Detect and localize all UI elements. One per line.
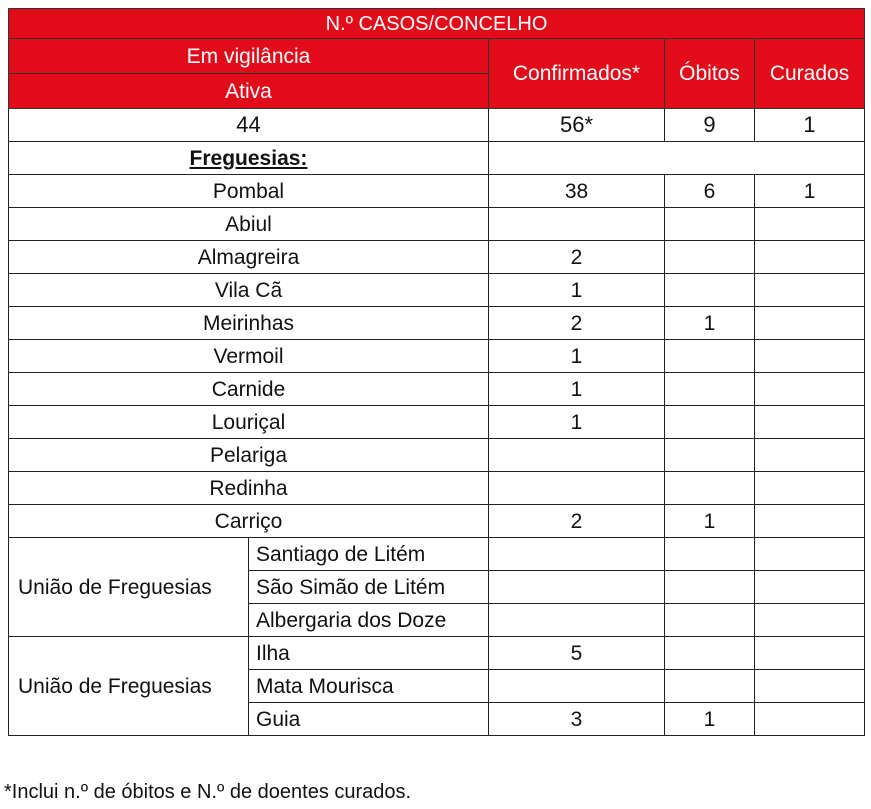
uniao-freguesia-name: Albergaria dos Doze (249, 604, 489, 637)
freguesia-name: Louriçal (9, 406, 489, 439)
confirmados-cell (489, 571, 665, 604)
uniao-freguesia-name: Mata Mourisca (249, 670, 489, 703)
table-row (9, 637, 865, 670)
table-row (9, 472, 865, 505)
freguesia-name: Carnide (9, 373, 489, 406)
uniao-freguesia-name: Santiago de Litém (249, 538, 489, 571)
header-vigilancia-line1: Em vigilância (9, 39, 489, 74)
confirmados-cell (489, 538, 665, 571)
freguesias-label-cell (9, 142, 489, 175)
curados-cell (755, 472, 865, 505)
confirmados-cell (489, 439, 665, 472)
curados-cell (755, 373, 865, 406)
curados-cell (755, 637, 865, 670)
obitos-cell (665, 604, 755, 637)
curados-cell (755, 208, 865, 241)
header-obitos: Óbitos (665, 39, 755, 109)
curados-cell (755, 307, 865, 340)
header-vigilancia-line2: Ativa (9, 74, 489, 109)
total-vigilancia: 44 (9, 109, 489, 142)
table-row (9, 406, 865, 439)
table-row (9, 439, 865, 472)
header-row-1 (9, 39, 865, 74)
table-row (9, 538, 865, 571)
curados-cell (755, 406, 865, 439)
freguesia-name: Pelariga (9, 439, 489, 472)
curados-cell (755, 274, 865, 307)
obitos-cell (665, 472, 755, 505)
freguesia-name: Meirinhas (9, 307, 489, 340)
obitos-cell (665, 637, 755, 670)
table-row (9, 373, 865, 406)
table-row (9, 307, 865, 340)
curados-cell (755, 439, 865, 472)
obitos-cell: 1 (665, 505, 755, 538)
confirmados-cell: 1 (489, 340, 665, 373)
freguesias-label-blank (489, 142, 865, 175)
title-row (9, 9, 865, 39)
obitos-cell (665, 241, 755, 274)
freguesia-name: Pombal (9, 175, 489, 208)
obitos-cell (665, 208, 755, 241)
freguesias-label-row (9, 142, 865, 175)
obitos-cell (665, 274, 755, 307)
confirmados-cell: 1 (489, 274, 665, 307)
obitos-cell (665, 670, 755, 703)
unioes-body (9, 538, 865, 736)
curados-cell (755, 670, 865, 703)
confirmados-cell: 2 (489, 505, 665, 538)
freguesia-name: Vermoil (9, 340, 489, 373)
table-row (9, 505, 865, 538)
curados-cell (755, 571, 865, 604)
table-row (9, 175, 865, 208)
curados-cell (755, 703, 865, 736)
uniao-label: União de Freguesias (9, 538, 249, 637)
confirmados-cell: 5 (489, 637, 665, 670)
curados-cell (755, 604, 865, 637)
obitos-cell (665, 406, 755, 439)
confirmados-cell: 3 (489, 703, 665, 736)
total-confirmados: 56* (489, 109, 665, 142)
curados-cell (755, 505, 865, 538)
obitos-cell: 1 (665, 703, 755, 736)
freguesia-name: Carriço (9, 505, 489, 538)
freguesia-name: Vila Cã (9, 274, 489, 307)
uniao-freguesia-name: Guia (249, 703, 489, 736)
obitos-cell (665, 439, 755, 472)
obitos-cell (665, 373, 755, 406)
uniao-freguesia-name: São Simão de Litém (249, 571, 489, 604)
obitos-cell (665, 340, 755, 373)
obitos-cell (665, 571, 755, 604)
header-confirmados: Confirmados* (489, 39, 665, 109)
total-obitos: 9 (665, 109, 755, 142)
table-row (9, 208, 865, 241)
cases-table (8, 8, 865, 736)
confirmados-cell (489, 208, 665, 241)
obitos-cell: 1 (665, 307, 755, 340)
table-title: N.º CASOS/CONCELHO (9, 9, 865, 39)
total-curados: 1 (755, 109, 865, 142)
confirmados-cell (489, 604, 665, 637)
obitos-cell (665, 538, 755, 571)
totals-row (9, 109, 865, 142)
curados-cell (755, 241, 865, 274)
curados-cell (755, 538, 865, 571)
table-row (9, 241, 865, 274)
header-curados: Curados (755, 39, 865, 109)
confirmados-cell: 38 (489, 175, 665, 208)
freguesias-body (9, 175, 865, 538)
freguesia-name: Abiul (9, 208, 489, 241)
obitos-cell: 6 (665, 175, 755, 208)
confirmados-cell: 1 (489, 373, 665, 406)
curados-cell: 1 (755, 175, 865, 208)
freguesias-label: Freguesias: (189, 146, 308, 170)
table-row (9, 340, 865, 373)
uniao-label: União de Freguesias (9, 637, 249, 736)
confirmados-cell: 2 (489, 307, 665, 340)
table-row (9, 274, 865, 307)
confirmados-cell: 2 (489, 241, 665, 274)
confirmados-cell (489, 670, 665, 703)
uniao-freguesia-name: Ilha (249, 637, 489, 670)
confirmados-cell: 1 (489, 406, 665, 439)
freguesia-name: Almagreira (9, 241, 489, 274)
confirmados-cell (489, 472, 665, 505)
freguesia-name: Redinha (9, 472, 489, 505)
footnote: *Inclui n.º de óbitos e N.º de doentes curados. (4, 781, 412, 803)
curados-cell (755, 340, 865, 373)
